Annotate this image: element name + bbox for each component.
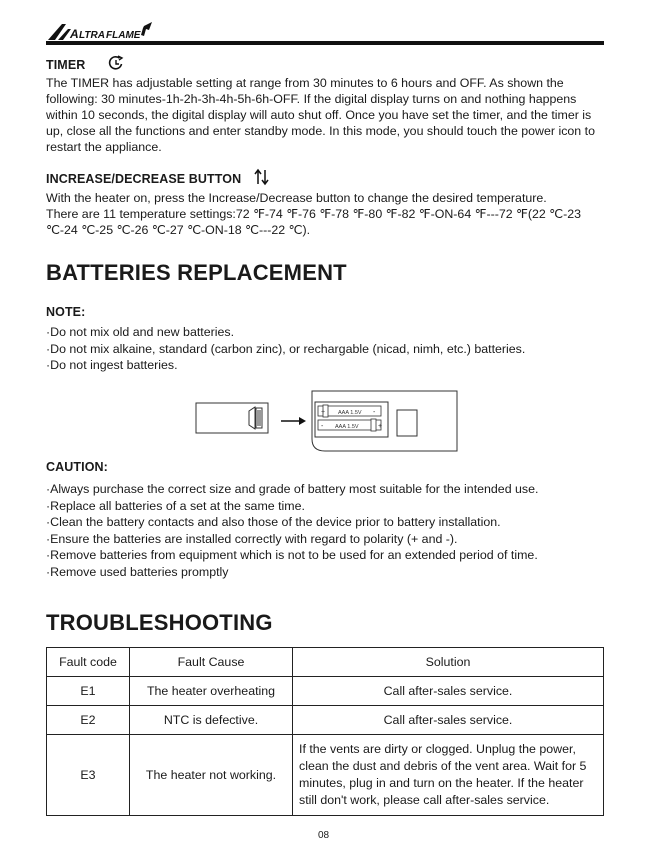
remote-control-body (312, 391, 457, 451)
table-row (47, 735, 604, 816)
fault-code-cell: E2 (47, 706, 130, 735)
battery-bottom (318, 419, 382, 431)
svg-text:-: - (373, 409, 376, 416)
table-row (47, 677, 604, 706)
incdec-heading: INCREASE/DECREASE BUTTON (46, 168, 271, 186)
svg-text:-: - (321, 423, 324, 430)
fault-cause-cell: NTC is defective. (130, 706, 293, 735)
fault-cause-cell: The heater not working. (130, 735, 293, 816)
column-header-fault-code: Fault code (47, 648, 130, 677)
solution-cell: Call after-sales service. (293, 706, 604, 735)
page-number: 08 (317, 830, 330, 841)
column-header-solution: Solution (293, 648, 604, 677)
caution-item: ·Remove used batteries promptly (46, 564, 229, 579)
column-header-fault-cause: Fault Cause (130, 648, 293, 677)
timer-heading: TIMER (46, 55, 125, 72)
battery-top (318, 405, 381, 417)
battery-cover (196, 403, 268, 433)
note-item: ·Do not ingest batteries. (46, 358, 178, 372)
note-item: ·Do not mix old and new batteries. (46, 325, 235, 339)
note-item: ·Do not mix alkaine, standard (carbon zinc), or rechargable (nicad, nimh, etc.) batteries. (46, 341, 526, 356)
troubleshooting-table (46, 647, 604, 816)
header-rule (46, 41, 604, 45)
fault-cause-cell: The heater overheating (130, 677, 293, 706)
caution-item: ·Ensure the batteries are installed correctly with regard to polarity (+ and -). (46, 531, 458, 546)
timer-icon (107, 55, 125, 71)
incdec-temperature-settings: There are 11 temperature settings:72 ℉-74 ℉-76 ℉-78 ℉-80 ℉-82 ℉-ON-64 ℉---72 ℉(22 ℃-23 ℃-24 ℃-25 ℃-26 ℃-27 ℃-ON-18 ℃---22 ℃). (46, 207, 582, 237)
up-down-arrows-icon (253, 168, 271, 186)
caution-item: ·Clean the battery contacts and also those of the device prior to battery installation. (46, 515, 501, 529)
battery-top-label: AAA 1.5V (338, 410, 362, 416)
incdec-description (46, 190, 602, 238)
fault-code-cell: E3 (47, 735, 130, 816)
caution-item: ·Remove batteries from equipment which is not to be used for an extended period of time. (46, 548, 538, 562)
timer-description: The TIMER has adjustable setting at range from 30 minutes to 6 hours and OFF. As shown the following: 30 minutes-1h-2h-3h-4h-5h-6h-OFF. If the digital display turns on and nothing happens within 10 seconds, the digital display will auto shut off. Once you have set the timer, and the timer is up, close all the functions and enter standby mode. In this mode, you should touch the power icon to restart the appliance. (46, 76, 595, 154)
svg-text:FLAME: FLAME (106, 30, 141, 41)
table-row (47, 706, 604, 735)
svg-text:A: A (70, 27, 79, 41)
battery-replacement-diagram (195, 389, 465, 455)
solution-cell: If the vents are dirty or clogged. Unplug the power, clean the dust and debris of the vent area. Wait for 5 minutes, plug in and turn on the heater. If the heater still don't work, please call after-sales service. (293, 735, 604, 816)
note-list (46, 324, 606, 374)
troubleshooting-heading: TROUBLESHOOTING (46, 610, 273, 635)
solution-cell: Call after-sales service. (293, 677, 604, 706)
caution-item: ·Replace all batteries of a set at the same time. (46, 498, 305, 513)
battery-bottom-label: AAA 1.5V (335, 424, 359, 430)
caution-list (46, 481, 606, 580)
brand-logo (46, 20, 156, 42)
svg-text:+: + (321, 409, 326, 416)
incdec-line-1: With the heater on, press the Increase/Decrease button to change the desired temperature. (46, 191, 547, 205)
caution-heading: CAUTION: (46, 460, 108, 474)
svg-text:LTRA: LTRA (79, 30, 105, 41)
svg-text:+: + (378, 423, 383, 430)
page-header (46, 20, 604, 46)
direction-arrow-icon (281, 417, 306, 425)
table-header-row (47, 648, 604, 677)
caution-item: ·Always purchase the correct size and grade of battery most suitable for the intended use. (46, 482, 539, 496)
batteries-heading: BATTERIES REPLACEMENT (46, 260, 347, 285)
fault-code-cell: E1 (47, 677, 130, 706)
note-heading: NOTE: (46, 305, 86, 319)
